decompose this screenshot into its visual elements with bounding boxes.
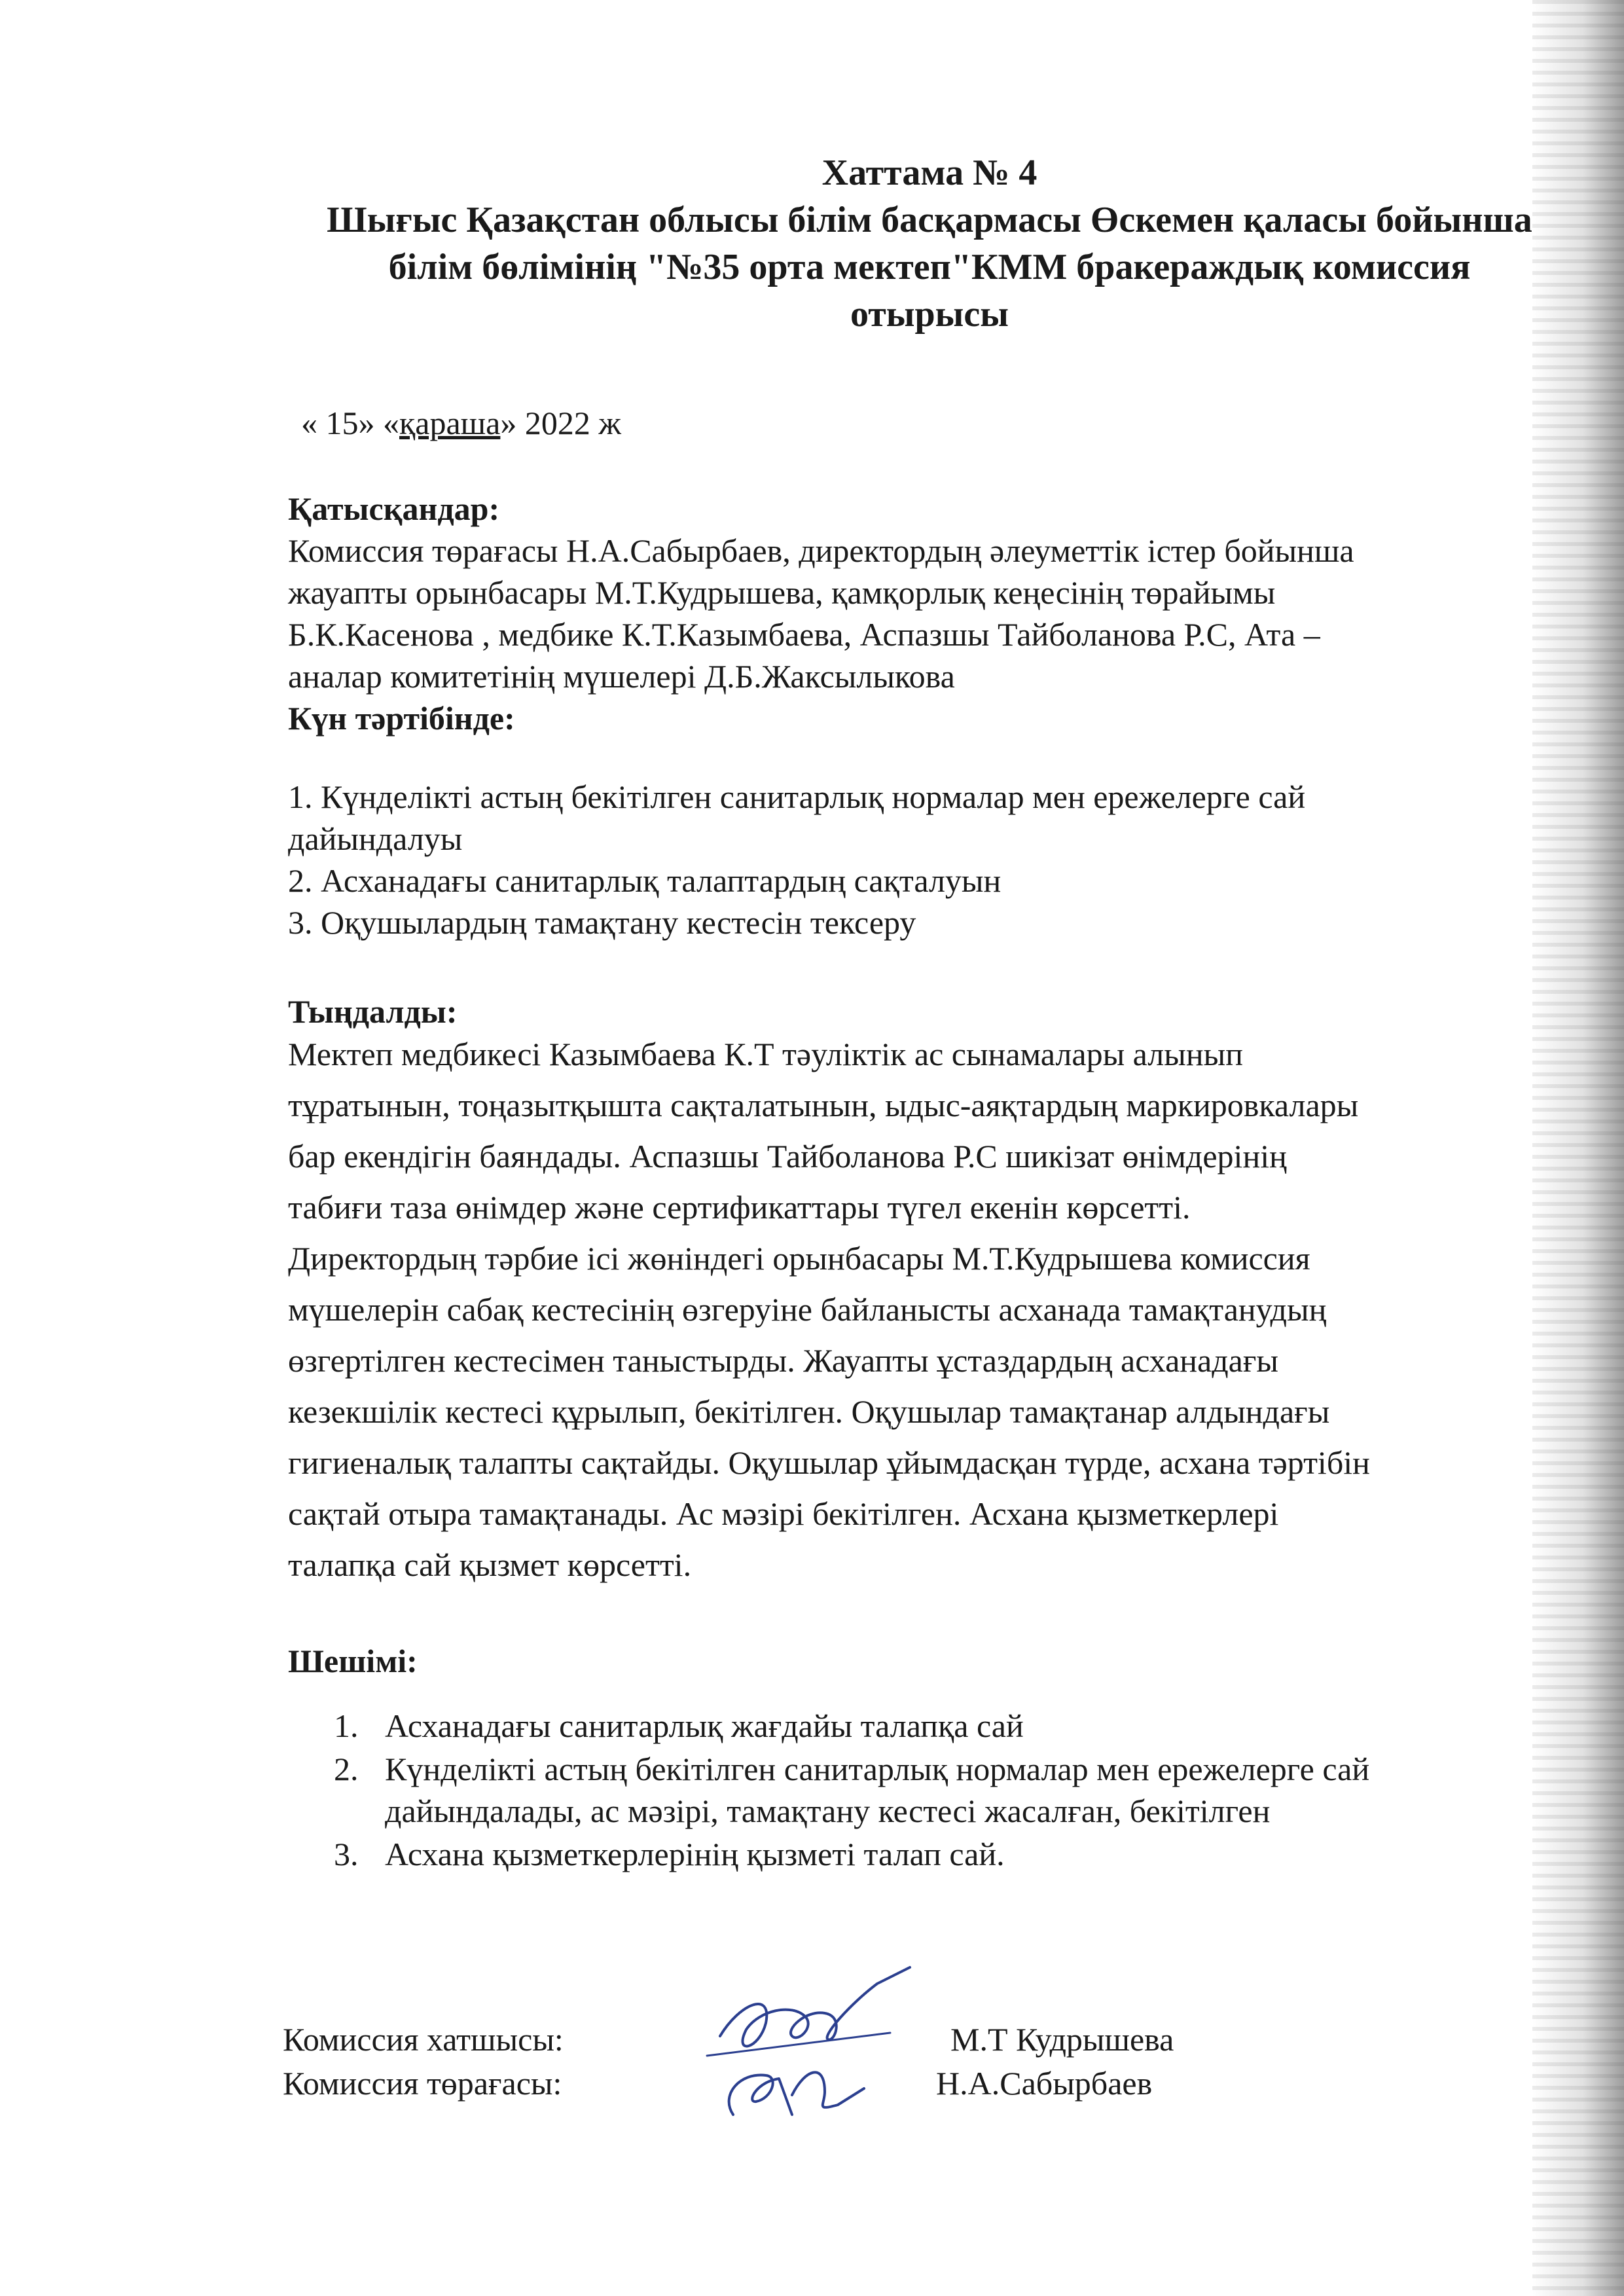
- heard-line: өзгертілген кестесімен таныстырды. Жауапты ұстаздардың асханадағы: [288, 1342, 1278, 1379]
- heard-heading: Тыңдалды:: [288, 993, 458, 1030]
- agenda-heading: Күн тәртібінде:: [288, 700, 515, 737]
- heard-line: тұратынын, тоңазытқышта сақталатынын, ыдыс-аяқтардың маркировкалары: [288, 1087, 1359, 1123]
- participants-line: Б.К.Касенова , медбике К.Т.Казымбаева, Аспазшы Тайболанова Р.С, Ата –: [288, 616, 1320, 653]
- secretary-label: Комиссия хатшысы:: [283, 2021, 564, 2058]
- agenda-line: 1. Күнделікті астың бекітілген санитарлық нормалар мен ережелерге сай: [288, 778, 1306, 815]
- participants-line: Комиссия төрағасы Н.А.Сабырбаев, директордың әлеуметтік істер бойынша: [288, 532, 1354, 569]
- agenda-line: 2. Асханадағы санитарлық талаптардың сақталуын: [288, 862, 1001, 899]
- heard-line: гигиеналық талапты сақтайды. Оқушылар ұйымдасқан түрде, асхана тәртібін: [288, 1444, 1370, 1481]
- chairman-label: Комиссия төрағасы:: [283, 2065, 562, 2102]
- heard-line: сақтай отыра тамақтанады. Ас мәзірі бекітілген. Асхана қызметкерлері: [288, 1495, 1279, 1532]
- secretary-name: М.Т Кудрышева: [950, 2021, 1174, 2058]
- meeting-date: [301, 402, 1564, 444]
- heard-line: табиғи таза өнімдер және сертификаттары түгел екенін көрсетті.: [288, 1189, 1191, 1226]
- heard-line: бар екендігін баяндады. Аспазшы Тайболанова Р.С шикізат өнімдерінің: [288, 1138, 1287, 1175]
- date-day: « 15» «: [301, 405, 399, 441]
- heard-line: мүшелерін сабақ кестесінің өзгеруіне байланысты асханада тамақтанудың: [288, 1291, 1327, 1328]
- heard-line: Мектеп медбикесі Казымбаева К.Т тәуліктік ас сынамалары алынып: [288, 1036, 1243, 1072]
- document-subtitle-line-1: Шығыс Қазақстан облысы білім басқармасы Өскемен қаласы бойынша: [327, 200, 1532, 240]
- participants-heading: Қатысқандар:: [288, 490, 500, 527]
- decision-item: Күнделікті астың бекітілген санитарлық нормалар мен ережелерге сай: [385, 1751, 1370, 1787]
- decision-heading: Шешімі:: [288, 1643, 418, 1679]
- participants-line: аналар комитетінің мүшелері Д.Б.Жаксылыкова: [288, 658, 955, 695]
- heard-line: Директордың тәрбие ісі жөніндегі орынбасары М.Т.Кудрышева комиссия: [288, 1240, 1310, 1277]
- agenda-line: дайындалуы: [288, 820, 463, 857]
- document-subtitle-line-3: отырысы: [850, 294, 1009, 335]
- decision-item: Асханадағы санитарлық жағдайы талапқа сай: [385, 1707, 1024, 1744]
- agenda-line: 3. Оқушылардың тамақтану кестесін тексеру: [288, 904, 916, 941]
- decision-number: 1.: [334, 1707, 359, 1744]
- decision-item: Асхана қызметкерлерінің қызметі талап сай.: [385, 1836, 1005, 1872]
- heard-line: талапқа сай қызмет көрсетті.: [288, 1546, 692, 1583]
- document-title: Хаттама № 4: [821, 153, 1038, 193]
- document-subtitle-line-2: білім бөлімінің "№35 орта мектеп"КММ бракераждық комиссия: [388, 247, 1471, 287]
- decision-item: дайындалады, ас мәзірі, тамақтану кестесі жасалған, бекітілген: [385, 1793, 1271, 1829]
- handwritten-signature: [694, 1964, 936, 2128]
- date-month: қараша: [399, 405, 501, 441]
- chairman-name: Н.А.Сабырбаев: [936, 2065, 1153, 2102]
- date-year: » 2022 ж: [500, 405, 621, 441]
- heard-line: кезекшілік кестесі құрылып, бекітілген. Оқушылар тамақтанар алдындағы: [288, 1393, 1330, 1430]
- decision-number: 2.: [334, 1751, 359, 1787]
- participants-line: жауапты орынбасары М.Т.Кудрышева, қамқорлық кеңесінің төрайымы: [288, 574, 1276, 611]
- decision-number: 3.: [334, 1836, 359, 1872]
